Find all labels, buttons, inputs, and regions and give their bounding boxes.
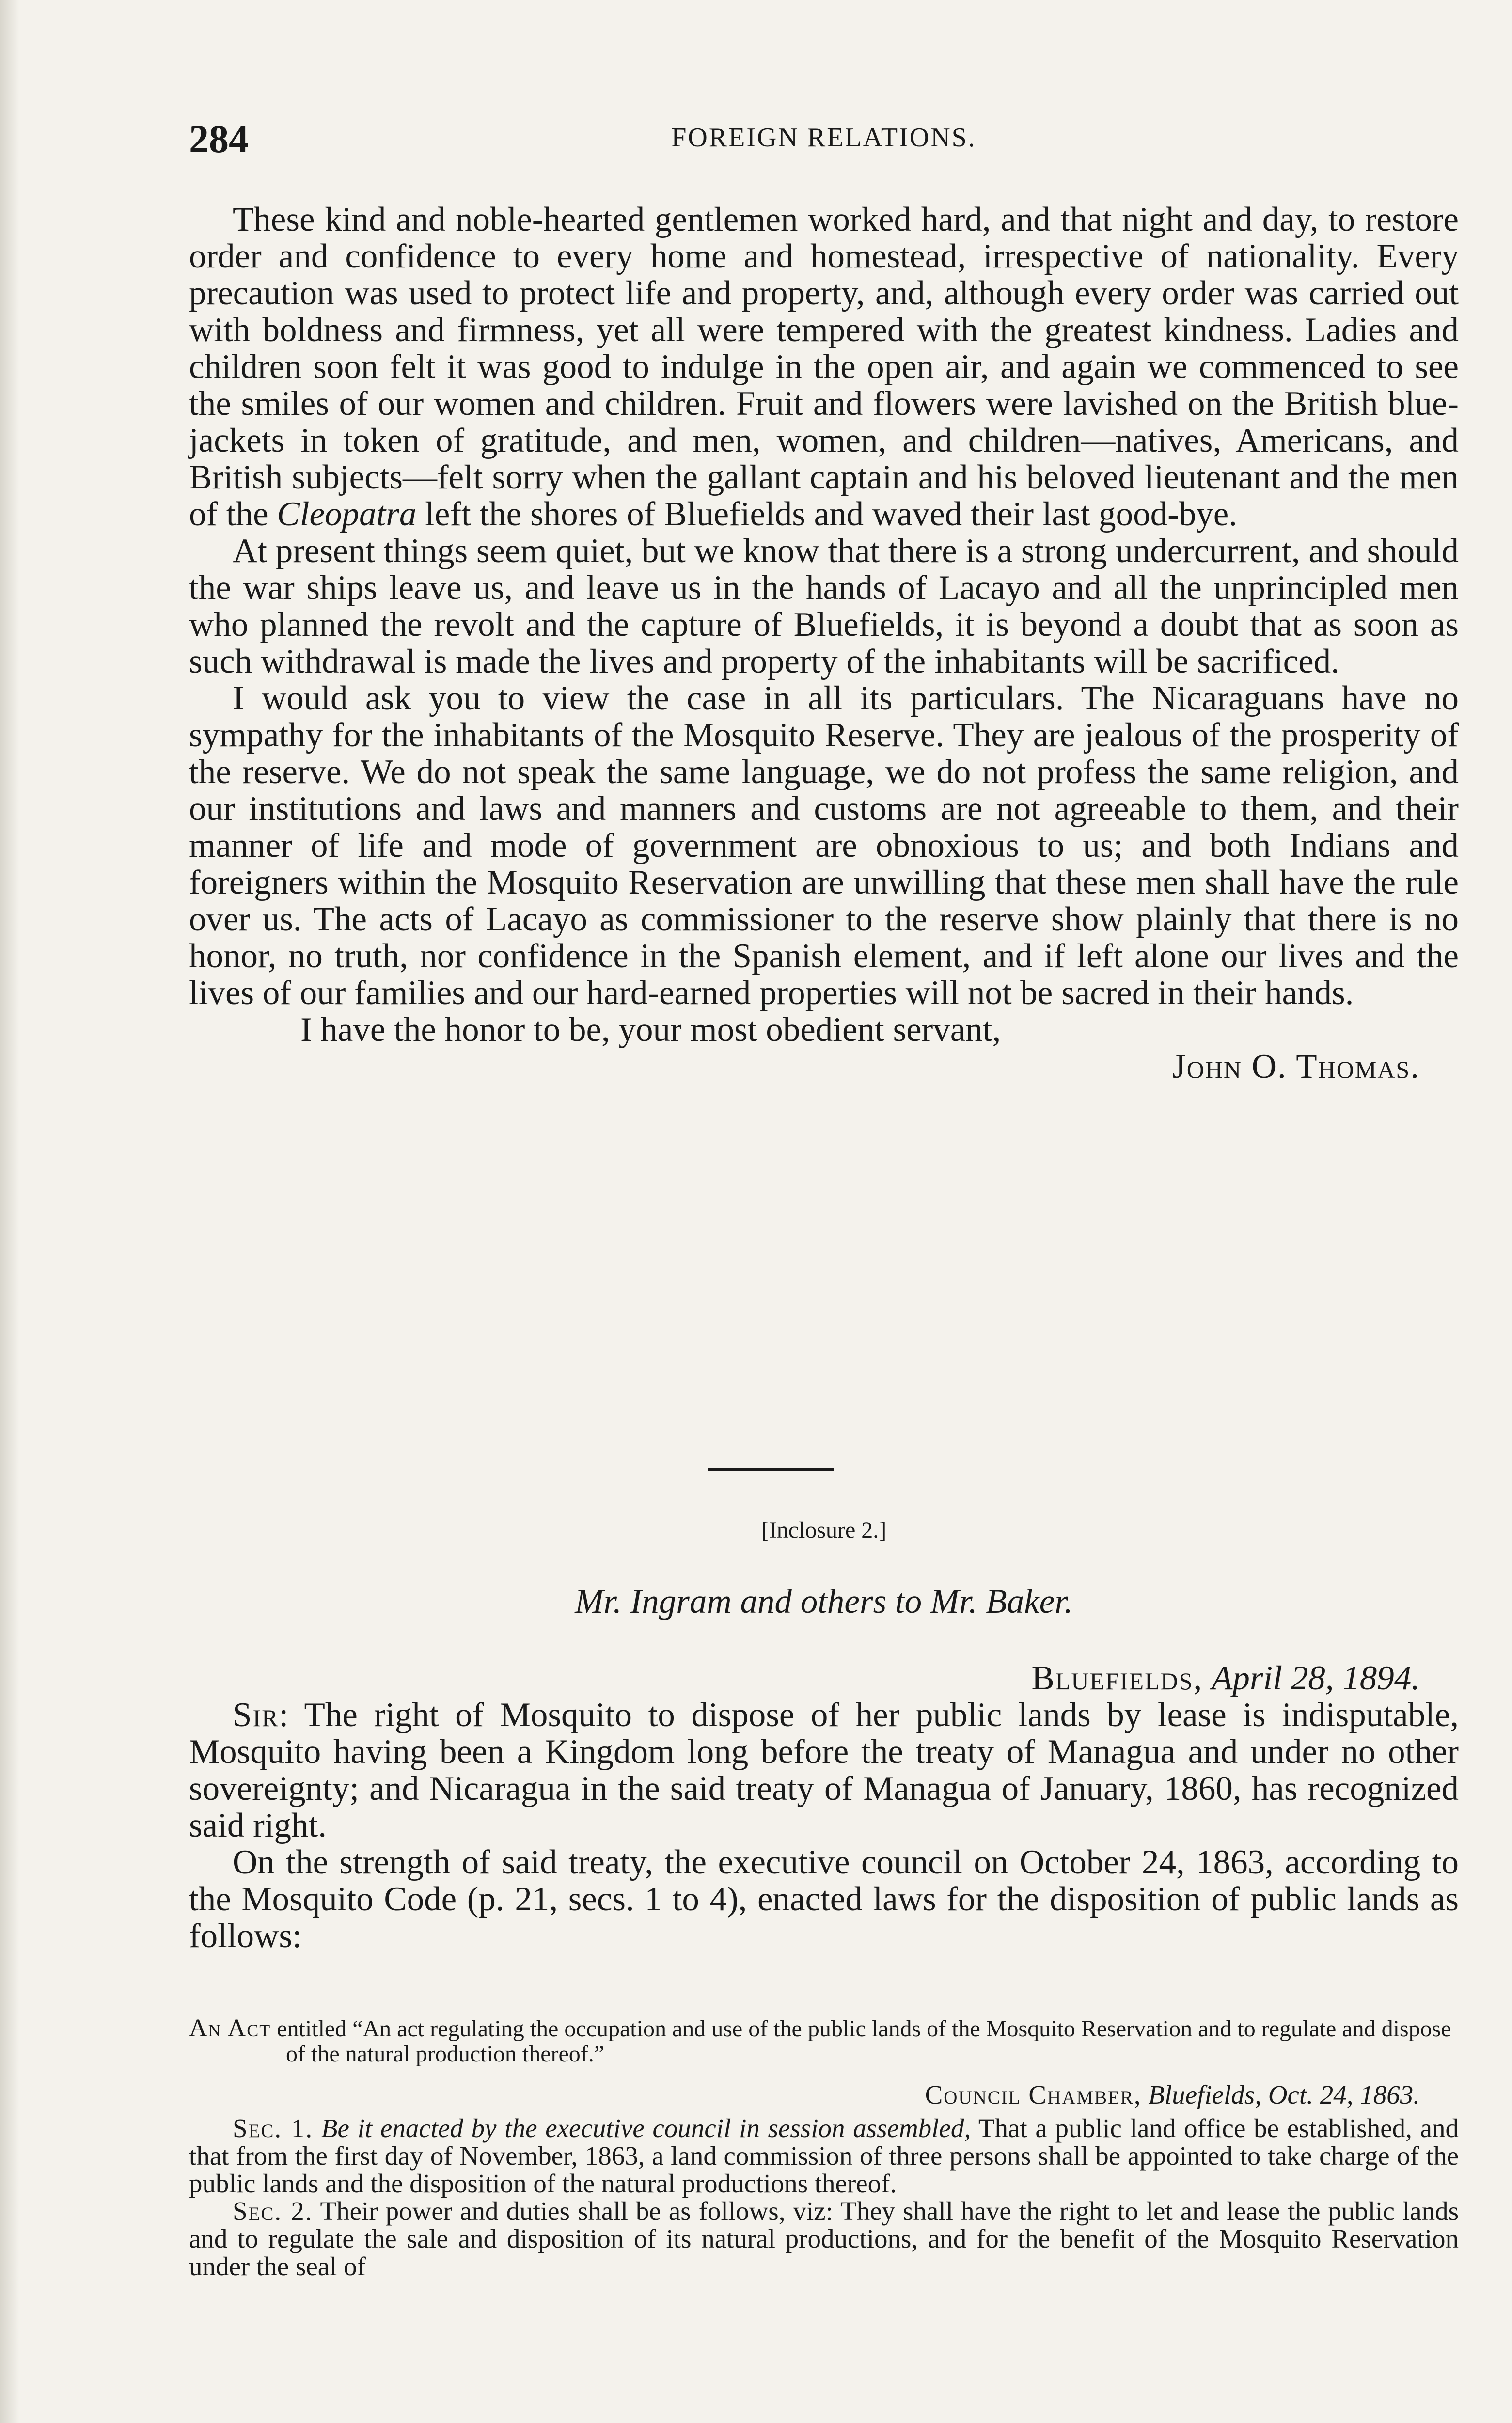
letter-paragraph-2: At present things seem quiet, but we know that there is a strong undercurrent, and should the war ships leave us, and leave us in the hands of Lacayo and all the unprincipled men who planned the revolt and the capture of Bluefields, it is beyond a doubt that as soon as such withdrawal is made the lives and property of the inhabitants will be sacrificed.	[189, 532, 1459, 680]
inclosure-body	[189, 1660, 1459, 1954]
section-divider-rule	[708, 1468, 834, 1471]
inclosure-label: [Inclosure 2.]	[761, 1517, 887, 1543]
letter-body	[189, 201, 1459, 1085]
salutation: Sir	[233, 1696, 279, 1734]
letter-paragraph-1: These kind and noble-hearted gentlemen worked hard, and that night and day, to restore order and confidence to every home and homestead, irrespective of nationality. Every precaution was used to protect life and property, and, although every order was carried out with boldness and firmness, yet all were tempered with the greatest kindness. Ladies and children soon felt it was good to indulge in the open air, and again we commenced to see the smiles of our women and children. Fruit and flowers were lavished on the British blue-jackets in token of gratitude, and men, women, and children—natives, Americans, and British subjects—felt sorry when the gallant captain and his beloved lieutenant and the men of the Cleopatra left the shores of Bluefields and waved their last good-bye.	[189, 201, 1459, 533]
inclosure-paragraph-1: Sir: The right of Mosquito to dispose of her public lands by lease is indisputable, Mosquito having been a Kingdom long before the treaty of Managua and under no other sovereignty; and Nicaragua in the said treaty of Managua of January, 1860, has recognized said right.	[189, 1696, 1459, 1844]
page-number: 284	[189, 117, 249, 161]
page-header	[189, 116, 1459, 160]
act-section-1: Sec. 1. Be it enacted by the executive council in session assembled, That a public land office be established, and that from the first day of November, 1863, a land commission of three persons shall be appointed to take charge of the public lands and the disposition of the natural productions thereof.	[189, 2113, 1459, 2198]
act-body	[189, 2016, 1459, 2280]
letter-signature: John O. Thomas.	[1172, 1048, 1420, 1086]
ship-name: Cleopatra	[277, 495, 417, 533]
inclosure-paragraph-2: On the strength of said treaty, the executive council on October 24, 1863, according to the Mosquito Code (p. 21, secs. 1 to 4), enacted laws for the disposition of public lands as follows:	[189, 1843, 1459, 1955]
letter-closing: I have the honor to be, your most obedient servant,	[300, 1011, 1001, 1049]
inclosure-title: Mr. Ingram and others to Mr. Baker.	[575, 1583, 1073, 1621]
page-edge-shadow	[0, 0, 19, 2423]
act-council-line: Council Chamber, Bluefields, Oct. 24, 1863.	[925, 2080, 1420, 2109]
inclosure-dateline: Bluefields, April 28, 1894.	[1031, 1659, 1420, 1697]
running-head: FOREIGN RELATIONS.	[671, 123, 976, 153]
act-heading: An Act entitled “An act regulating the occupation and use of the public lands of the Mosquito Reservation and to regulate and dispose of the natural production thereof.”	[189, 2014, 1451, 2067]
act-section-2: Sec. 2. Their power and duties shall be as follows, viz: They shall have the right to let and lease the public lands and to regulate the sale and disposition of its natural productions, and for the benefit of the Mosquito Reservation under the seal of	[189, 2196, 1459, 2281]
letter-paragraph-3: I would ask you to view the case in all its particulars. The Nicaraguans have no sympathy for the inhabitants of the Mosquito Reserve. They are jealous of the prosperity of the reserve. We do not speak the same language, we do not profess the same religion, and our institutions and laws and manners and customs are not agreeable to them, and their manner of life and mode of government are obnoxious to us; and both Indians and foreigners within the Mosquito Reservation are unwilling that these men shall have the rule over us. The acts of Lacayo as commissioner to the reserve show plainly that there is no honor, no truth, nor confidence in the Spanish element, and if left alone our lives and the lives of our families and our hard-earned properties will not be sacred in their hands.	[189, 679, 1459, 1012]
